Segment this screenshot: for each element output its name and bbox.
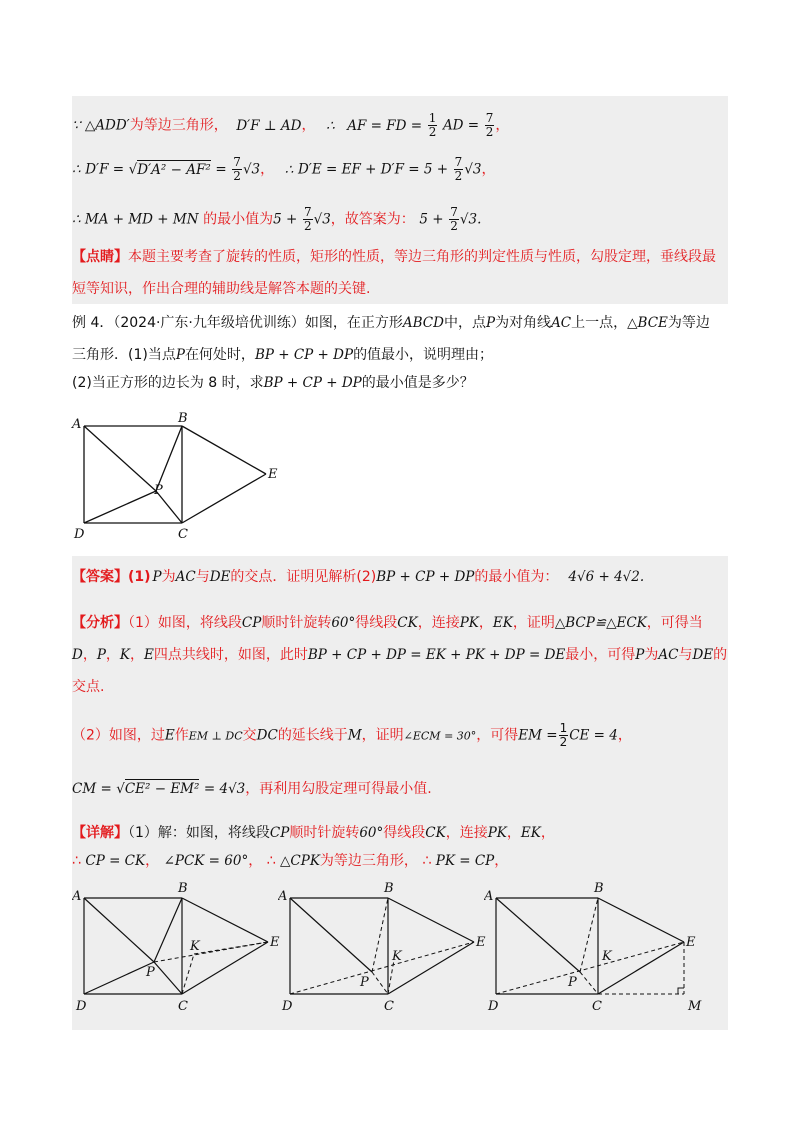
radicand: CE² − EM² — [124, 781, 200, 797]
math: . — [477, 211, 482, 228]
numerator: 7 — [485, 111, 494, 125]
label-B: B — [594, 881, 604, 896]
text: 例 4．（2024·广东·九年级培优训练）如图，在正方形 — [72, 315, 403, 331]
math: = — [215, 161, 227, 178]
fraction — [454, 156, 464, 183]
math: ∵ △ADD′ — [72, 117, 130, 134]
example-line-3 — [72, 374, 474, 392]
math: CE = 4 — [569, 727, 618, 744]
solution-block-2 — [72, 556, 728, 1030]
text: 为 — [644, 647, 659, 663]
math: EK — [520, 825, 541, 841]
text: 为等边三角形， — [319, 853, 418, 869]
text: 短等知识，作出合理的辅助线是解答本题的关键. — [72, 281, 371, 297]
label-M: M — [688, 999, 702, 1014]
text: ，可得 — [476, 727, 519, 744]
text: ，连接 — [445, 825, 488, 841]
denominator: 2 — [428, 125, 437, 139]
math: D′F ⊥ AD — [236, 117, 302, 134]
math: √3 — [313, 211, 331, 228]
label-B: B — [178, 881, 188, 896]
math: = 4√3 — [203, 781, 246, 797]
denominator: 2 — [450, 219, 458, 233]
numerator: 7 — [233, 155, 241, 169]
text: 为对角线 — [495, 315, 552, 331]
label-P: P — [360, 975, 369, 990]
text: (2)当正方形的边长为 8 时，求 — [72, 375, 264, 391]
example-line-2 — [72, 346, 493, 364]
math: P — [175, 347, 185, 363]
label-C: C — [384, 999, 394, 1014]
text: ，再利用勾股定理可得最小值. — [245, 781, 432, 797]
text: ， — [260, 161, 275, 178]
fraction — [449, 206, 459, 233]
text: ， — [130, 647, 145, 663]
detail-label: 【详解】 — [72, 825, 128, 841]
math: △BCP≌△ECK — [554, 615, 647, 631]
text: ∴ — [72, 853, 81, 869]
text: ， — [105, 647, 120, 663]
math: K — [119, 647, 131, 663]
math: PK — [459, 615, 479, 631]
numerator: 1 — [428, 111, 437, 125]
label-E: E — [268, 467, 278, 482]
text: 本题主要考查了旋转的性质，矩形的性质，等边三角形的判定性质与性质，勾股定理，垂线段最 — [128, 249, 716, 265]
math: E — [164, 727, 175, 744]
math: . — [639, 569, 645, 585]
text: ，连接 — [417, 615, 460, 631]
numerator: 7 — [450, 205, 458, 219]
math: CP — [241, 615, 262, 631]
denominator: 2 — [233, 169, 241, 183]
math: P — [96, 647, 106, 663]
label-C: C — [178, 999, 188, 1014]
text: 得线段 — [383, 825, 426, 841]
text: 顺时针旋转 — [261, 615, 332, 631]
detail-line-2 — [72, 852, 508, 870]
math: CK — [425, 825, 446, 841]
label-A: A — [484, 889, 494, 904]
text: ， — [248, 853, 263, 869]
math: AF = FD = — [347, 117, 423, 134]
text: 作 — [174, 727, 189, 744]
numerator: 7 — [303, 205, 312, 219]
text: (1) — [128, 569, 151, 585]
math: BP + CP + DP — [254, 347, 354, 363]
math: P — [485, 315, 496, 331]
text: ，证明 — [361, 727, 404, 744]
label-A: A — [278, 889, 288, 904]
text: 交 — [242, 727, 257, 744]
math: DE — [209, 569, 231, 585]
math: ∴ — [326, 117, 335, 134]
math: CP — [269, 825, 290, 841]
math: P — [635, 647, 645, 663]
label-C: C — [592, 999, 602, 1014]
text: ， — [495, 117, 510, 134]
math: D — [72, 647, 83, 663]
math: M — [347, 727, 362, 744]
math: DE — [692, 647, 714, 663]
solution-line-2 — [72, 156, 496, 183]
text: ， — [82, 647, 97, 663]
label-K: K — [602, 949, 612, 964]
label-D: D — [74, 527, 85, 542]
text: 为等边三角形， — [129, 117, 228, 134]
text: ， — [506, 825, 521, 841]
comment-line-1 — [72, 248, 716, 266]
text: ∴ — [422, 853, 432, 869]
text: 为等边 — [667, 315, 710, 331]
denominator: 2 — [485, 125, 494, 139]
math: EK — [492, 615, 513, 631]
label-B: B — [178, 411, 188, 426]
answer-label: 【答案】 — [72, 569, 128, 585]
label-P: P — [146, 965, 155, 980]
geometry-figure-2 — [278, 876, 492, 1016]
math: AC — [658, 647, 679, 663]
text: 的延长线于 — [277, 727, 348, 744]
math: CK — [397, 615, 418, 631]
math: AD = — [442, 117, 480, 134]
fraction — [485, 112, 495, 139]
label-D: D — [282, 999, 293, 1014]
math: ∠ECM = 30° — [403, 729, 477, 743]
fraction — [303, 206, 313, 233]
text: 的值最小，说明理由； — [353, 347, 494, 363]
text: 在何处时， — [184, 347, 255, 363]
numerator: 7 — [454, 155, 463, 169]
math: AC — [551, 315, 572, 331]
text: ，证明 — [512, 615, 555, 631]
math: √D′A² − AF² — [128, 161, 211, 178]
math: BP + CP + DP — [263, 375, 362, 391]
math: 4√6 + 4√2 — [568, 569, 640, 585]
text: 为 — [161, 569, 176, 585]
text: ，故答案为： — [330, 211, 415, 228]
text: ， — [494, 853, 509, 869]
text: 中，点 — [443, 315, 486, 331]
label-E: E — [476, 935, 486, 950]
text: 的最小值是多少？ — [361, 375, 474, 391]
math: D′F = — [85, 161, 125, 178]
fraction — [232, 156, 242, 183]
label-A: A — [72, 417, 82, 432]
math: E — [144, 647, 154, 663]
label-C: C — [178, 527, 188, 542]
text: （1）解：如图，将线段 — [128, 825, 270, 841]
solution-line-1 — [72, 112, 509, 139]
text: 四点共线时，如图，此时 — [153, 647, 308, 663]
answer-line — [72, 568, 644, 586]
text: 与 — [195, 569, 210, 585]
text: 顺时针旋转 — [289, 825, 360, 841]
math: 5 + — [273, 211, 298, 228]
radicand: D′A² − AF² — [137, 161, 211, 178]
text: 交点. — [72, 679, 105, 695]
math: 60° — [331, 615, 356, 631]
math: BP + CP + DP = EK + PK + DP = DE — [307, 647, 566, 663]
text: ，可得当 — [646, 615, 703, 631]
comment-label: 【点睛】 — [72, 249, 128, 265]
math: ∠PCK = 60° — [163, 853, 249, 869]
math: ABCD — [402, 315, 444, 331]
label-D: D — [76, 999, 87, 1014]
solution-block-1 — [72, 96, 728, 304]
analysis-line-2 — [72, 646, 727, 664]
text: 上一点， — [571, 315, 628, 331]
math: AC — [175, 569, 196, 585]
label-A: A — [72, 889, 82, 904]
math: CM = — [72, 781, 112, 797]
text: ， — [617, 727, 632, 744]
math: ∴ — [284, 161, 294, 178]
fraction — [559, 722, 569, 749]
math: CP = CK — [85, 853, 146, 869]
label-K: K — [190, 939, 200, 954]
math: EM = — [518, 727, 558, 744]
text: 的 — [713, 647, 728, 663]
geometry-figure-3 — [484, 876, 714, 1024]
label-D: D — [488, 999, 499, 1014]
label-B: B — [384, 881, 394, 896]
math: P — [152, 569, 162, 585]
analysis-line-1 — [72, 614, 703, 632]
math: PK = CP — [435, 853, 495, 869]
math: 5 + — [419, 211, 444, 228]
text: 得线段 — [355, 615, 398, 631]
label-E: E — [270, 935, 280, 950]
text: 的最小值为 — [203, 211, 274, 228]
text: 三角形．(1)当点 — [72, 347, 176, 363]
math: D′E = EF + D′F = 5 + — [297, 161, 449, 178]
text: ， — [540, 825, 555, 841]
math: ∴ — [72, 161, 81, 178]
math: PK — [487, 825, 507, 841]
solution-line-3 — [72, 206, 481, 233]
analysis-line-3 — [72, 678, 104, 696]
denominator: 2 — [454, 169, 463, 183]
geometry-figure-main — [60, 408, 290, 548]
text: 的交点．证明见解析(2) — [230, 569, 377, 585]
math: √3 — [242, 161, 261, 178]
analysis-line-4 — [72, 722, 632, 749]
denominator: 2 — [559, 735, 568, 749]
text: （1）如图，将线段 — [128, 615, 242, 631]
example-line-1 — [72, 314, 710, 332]
math: △CPK — [280, 853, 320, 869]
fraction — [428, 112, 438, 139]
analysis-label: 【分析】 — [72, 615, 128, 631]
text: ∴ — [266, 853, 276, 869]
text: ， — [478, 615, 493, 631]
text: ， — [481, 161, 496, 178]
text: 与 — [678, 647, 693, 663]
math: √CE² − EM² — [116, 781, 200, 797]
label-P: P — [568, 975, 577, 990]
detail-line-1 — [72, 824, 555, 842]
text: （2）如图，过 — [72, 727, 165, 744]
math: ∴ MA + MD + MN — [72, 211, 199, 228]
text: ， — [301, 117, 316, 134]
math: △BCE — [627, 315, 668, 331]
math: DC — [256, 727, 278, 744]
text: 的最小值为： — [474, 569, 559, 585]
numerator: 1 — [559, 721, 568, 735]
denominator: 2 — [303, 219, 312, 233]
text: 最小，可得 — [565, 647, 636, 663]
label-P: P — [154, 483, 163, 498]
label-E: E — [686, 935, 696, 950]
math: √3 — [459, 211, 478, 228]
text: ， — [145, 853, 160, 869]
geometry-figure-1 — [72, 876, 286, 1016]
math: √3 — [464, 161, 482, 178]
math: 60° — [359, 825, 384, 841]
label-K: K — [392, 949, 402, 964]
math: EM ⊥ DC — [188, 729, 243, 743]
math: BP + CP + DP — [376, 569, 475, 585]
comment-line-2 — [72, 280, 370, 298]
analysis-line-5 — [72, 780, 432, 798]
